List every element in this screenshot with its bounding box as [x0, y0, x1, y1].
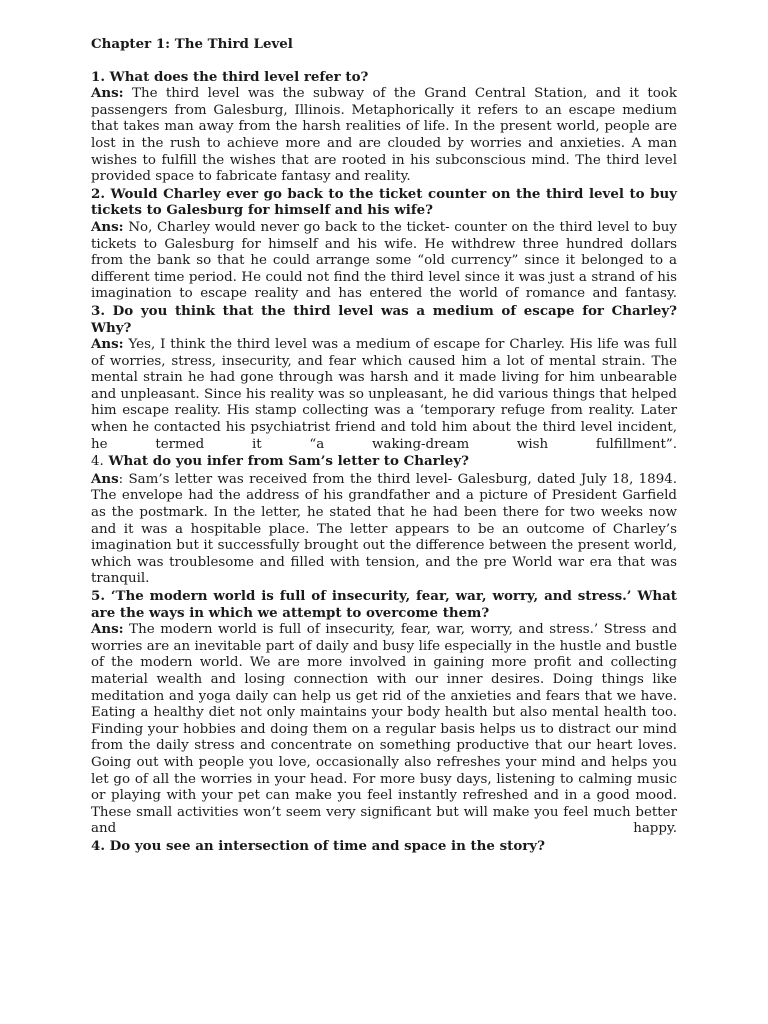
- question-1: [91, 69, 677, 86]
- question-number: 4.: [91, 837, 105, 854]
- answer-2: [91, 219, 677, 303]
- answer-text: No, Charley would never go back to the ticket- counter on the third level to buy tickets to Galesburg for himself and his wife. He withdrew three hundred dollars from the bank so that he could arrange some “old currency” since it belonged to a different time period. He could not find the third level since it was just a strand of his imagination to escape reality and has entered the world of romance and fantasy.: [91, 219, 677, 302]
- question-number: 3.: [91, 302, 105, 319]
- answer-label: Ans:: [91, 85, 124, 102]
- qa-item-1: [91, 69, 677, 186]
- question-5: [91, 588, 677, 621]
- answer-1: [91, 85, 677, 186]
- question-4: [91, 453, 677, 471]
- answer-label: Ans: [91, 470, 119, 487]
- qa-item-5: [91, 588, 677, 838]
- question-text: What does the third level refer to?: [109, 68, 369, 85]
- qa-item-trailing: [91, 838, 677, 855]
- answer-text: : Sam’s letter was received from the third level- Galesburg, dated July 18, 1894. The envelope had the address of his grandfather and a picture of President Garfield as the postmark. In the letter, he stated that he had been there for two weeks now and it was a hospitable place. The letter appears to be an outcome of Charley’s imagination but it successfully brought out the difference between the present world, which was troublesome and filled with tension, and the pre World war era that was tranquil.: [91, 471, 677, 587]
- question-number: 2.: [91, 185, 105, 202]
- qa-item-2: [91, 186, 677, 303]
- answer-5: [91, 621, 677, 838]
- question-2: [91, 186, 677, 219]
- answer-label: Ans:: [91, 218, 124, 235]
- question-text: What do you infer from Sam’s letter to Charley?: [108, 453, 469, 470]
- question-text: Would Charley ever go back to the ticket counter on the third level to buy tickets to Galesburg for himself and his wife?: [91, 185, 677, 219]
- question-3: [91, 303, 677, 336]
- qa-item-3: [91, 303, 677, 453]
- question-number: 4.: [91, 454, 104, 470]
- chapter-title: Chapter 1: The Third Level: [91, 36, 293, 52]
- question-number: 5.: [91, 588, 105, 604]
- answer-3: [91, 336, 677, 453]
- qa-item-4: [91, 453, 677, 588]
- answer-4: [91, 471, 677, 588]
- question-number: 1.: [91, 68, 105, 85]
- answer-text: The third level was the subway of the Grand Central Station, and it took passengers from Galesburg, Illinois. Metaphorically it refers to an escape medium that takes man away from the harsh realities of life. In the present world, people are lost in the rush to achieve more and are clouded by worries and anxieties. A man wishes to fulfill the wishes that are rooted in his subconscious mind. The third level provided space to fabricate fantasy and reality.: [91, 86, 677, 185]
- answer-text: The modern world is full of insecurity, fear, war, worry, and stress.’ Stress and worries are an inevitable part of daily and busy life especially in the hustle and bustle of the modern world. We are more involved in gaining more profit and collecting material wealth and losing connection with our inner desires. Doing things like meditation and yoga daily can help us get rid of the anxieties and fears that we have. Eating a healthy diet not only maintains your body health but also mental health too. Finding your hobbies and doing them on a regular basis helps us to distract our mind from the daily stress and concentrate on something productive that our heart loves. Going out with people you love, occasionally also refreshes your mind and helps you let go of all the worries in your head. For more busy days, listening to calming music or playing with your pet can make you feel instantly refreshed and in a good mood. These small activities won’t seem very significant but will make you feel much better and happy.: [91, 622, 677, 837]
- answer-label: Ans:: [91, 336, 124, 353]
- answer-text: Yes, I think the third level was a medium of escape for Charley. His life was full of worries, stress, insecurity, and fear which caused him a lot of mental strain. The mental strain he had gone through was harsh and it made living for him unbearable and unpleasant. Since his reality was so unpleasant, he did various things that helped him escape reality. His stamp collecting was a ‘temporary refuge from reality. Later when he contacted his psychiatrist friend and told him about the third level incident, he termed it “a waking-dream wish fulfillment”.: [91, 337, 678, 452]
- answer-label: Ans:: [91, 621, 124, 638]
- question-trailing: [91, 838, 677, 855]
- question-text: ‘The modern world is full of insecurity, fear, war, worry, and stress.’ What are the ways in which we attempt to overcome them?: [91, 588, 677, 621]
- question-text: Do you see an intersection of time and space in the story?: [109, 837, 545, 854]
- document-page: [91, 36, 677, 855]
- question-text: Do you think that the third level was a medium of escape for Charley? Why?: [91, 302, 677, 336]
